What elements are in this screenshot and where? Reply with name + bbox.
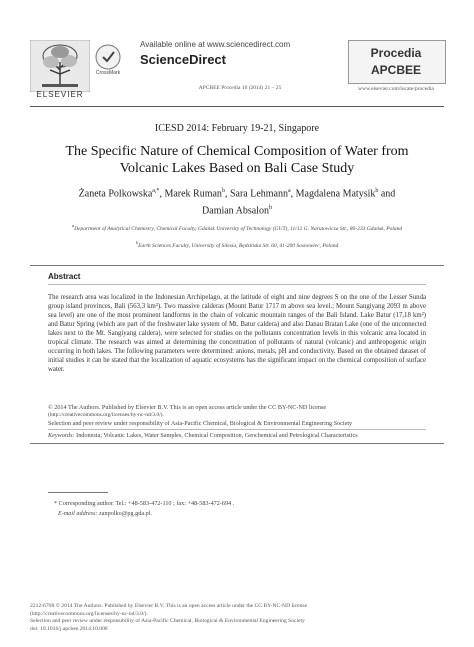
paper-title-line2: Volcanic Lakes Based on Bali Case Study	[119, 161, 355, 176]
corresponding-author-note: * Corresponding author. Tel.: +48-583-472-110 ; fax: +48-583-472-694 .	[54, 500, 235, 507]
keywords-label: Keywords:	[48, 432, 75, 439]
keywords-text: Indonesia; Volcanic Lakes, Water Samples, Chemical Composition, Geochemical and Petrological Characteristics	[74, 432, 358, 439]
license-link[interactable]: (http://creativecommons.org/licenses/by-nc-nd/3.0/).	[48, 412, 164, 418]
author-1: Żaneta Polkowska	[78, 188, 153, 200]
elsevier-tree-logo	[30, 40, 90, 92]
available-online-text: Available online at www.sciencedirect.com	[140, 40, 291, 49]
author-list	[30, 184, 444, 219]
affiliation-b-marker: b	[135, 240, 139, 245]
abstract-bottom-divider	[30, 443, 444, 444]
crossmark-label: CrossMark	[95, 70, 121, 76]
author-5: Damian Absalon	[202, 205, 269, 217]
abstract-top-divider	[30, 265, 444, 266]
conference-line: ICESD 2014: February 19-21, Singapore	[154, 123, 320, 134]
journal-name-line2: APCBEE	[370, 63, 421, 77]
author-2: , Marek Ruman	[159, 188, 222, 200]
publisher-logo-text: ELSEVIER	[36, 90, 84, 99]
affiliation-b-text: Earth Sciences Faculty, University of Silesia, Będzińska Str. 60, 41-200 Sosnowiec, Poland	[138, 242, 339, 249]
abstract-heading-divider	[48, 284, 426, 285]
abstract-copyright: © 2014 The Authors. Published by Elsevier B.V. This is an open access article under the CC BY-NC-ND license	[48, 404, 327, 411]
email-label: E-mail address:	[58, 510, 98, 517]
paper-title	[30, 143, 444, 177]
footnote-divider	[48, 492, 108, 493]
crossmark-icon[interactable]	[95, 44, 121, 70]
author-4-affiliation: b	[375, 188, 379, 194]
affiliation-a	[30, 222, 444, 233]
abstract-body: The research area was localized in the Indonesian Archipelago, at the latitude of eight and nine degrees S on the one of the Lesser Sunda group island provinces, Bali (563,3 km²). Two massive calderas (Mount Batur 1717 m above sea level.; Mount Sangiyang 2093 m above sea level) are one of the most prominent landforms in the chain of volcanic mountain ranges of the Bali Island. Lake Batur (17,18 km²) and Batur Spring (which are part of the freshwater lake system of Mt. Batur caldera) and also Danau Bratan Lake (one of the unconnected lakes next to the Mt. Sangiyang caldera), were selected for studies on the pollutants concentration levels in this volcanic area located in tropical climate. The research was aimed at determining the concentration of pollutants of natural (volcanic) and anthropogenic origin occurring in both lakes. The following parameters were determined: anions, metals, pH and conductivity. Based on the obtained dataset of initial studies it can be stated that the localization of aquatic ecosystems has the significant impact on the chemical composition of surface water.	[48, 294, 426, 374]
journal-url-link[interactable]: www.elsevier.com/locate/procedia	[358, 86, 434, 92]
author-1-affiliation: a,*	[152, 188, 160, 194]
author-2-affiliation: b	[221, 188, 225, 194]
author-4: , Magdalena Matysik	[290, 188, 376, 200]
bottom-copyright-line: 2212-6708 © 2014 The Authors. Published by Elsevier B.V. This is an open access article under the CC BY-NC-ND license	[30, 603, 308, 609]
journal-name-line1: Procedia	[370, 46, 422, 60]
bottom-license-url[interactable]: (http://creativecommons.org/licenses/by-nc-nd/3.0/).	[30, 610, 148, 617]
keywords-divider	[48, 429, 426, 430]
author-5-affiliation: b	[268, 205, 272, 212]
email-address[interactable]: zanpolko@pg.gda.pl.	[97, 510, 152, 517]
journal-reference: APCBEE Procedia 10 (2014) 21 – 25	[198, 85, 282, 91]
affiliation-b	[30, 240, 444, 249]
affiliation-a-text: Department of Analytical Chemistry, Chemical Faculty, Gdańsk University of Technology (GUT), 11/12 G. Narutowicza Str., 80-233 Gdańsk, Poland	[74, 225, 403, 232]
header-divider	[30, 106, 444, 107]
author-conjunction: and	[378, 188, 396, 200]
author-3: , Sara Lehmann	[224, 188, 288, 200]
email-note	[58, 510, 358, 517]
paper-title-line1: The Specific Nature of Chemical Composition of Water from	[65, 144, 409, 159]
author-3-affiliation: a	[287, 188, 291, 194]
bottom-peer-review: Selection and peer review under responsibility of Asia-Pacific Chemical, Biological & Environmental Engineering Society	[30, 618, 305, 625]
affiliation-a-marker: a	[71, 223, 75, 228]
peer-review-statement: Selection and peer review under responsibility of Asia-Pacific Chemical, Biological & Environmental Engineering Society	[48, 420, 353, 427]
abstract-heading: Abstract	[48, 272, 81, 281]
bottom-doi[interactable]: doi: 10.1016/j.apcbee.2014.10.008	[30, 625, 108, 632]
keywords	[48, 432, 426, 439]
platform-name: ScienceDirect	[140, 52, 226, 67]
bottom-license-block	[30, 603, 444, 633]
